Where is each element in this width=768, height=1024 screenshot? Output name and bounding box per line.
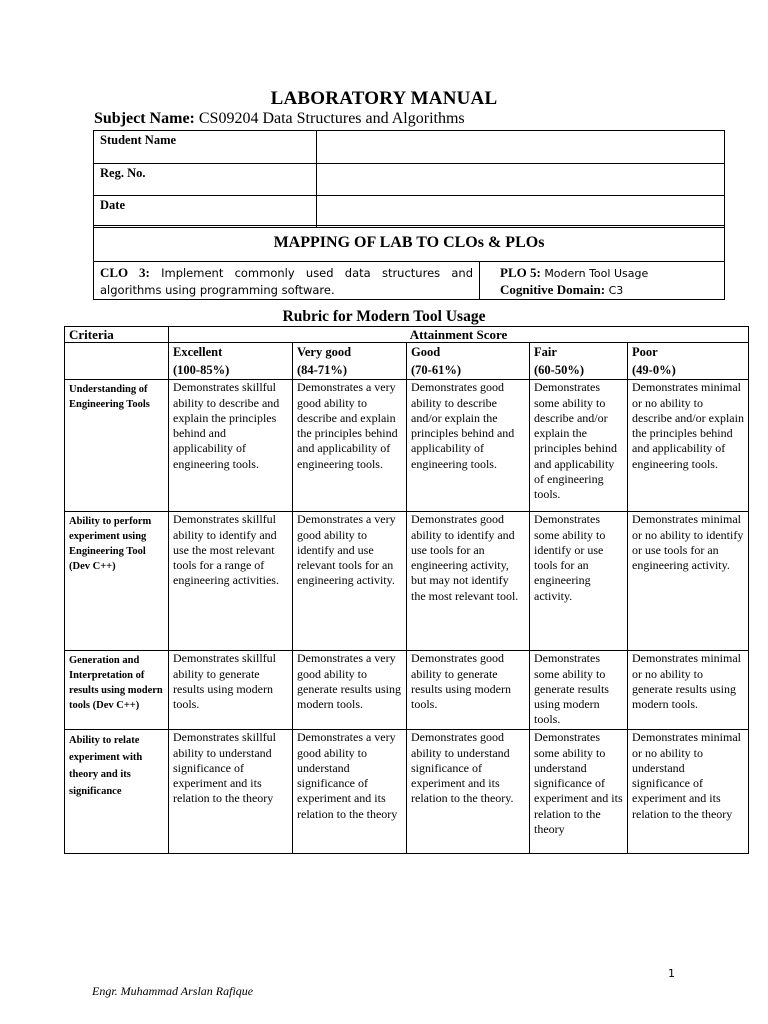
empty-cell [65, 343, 169, 380]
criterion-cell: Understanding of Engineering Tools [65, 380, 169, 512]
student-info-table [93, 130, 725, 228]
page-number: 1 [668, 967, 675, 980]
rubric-cell: Demonstrates minimal or no ability to generate results using modern tools. [628, 651, 749, 730]
reg-no-field[interactable] [317, 164, 725, 196]
table-row [65, 380, 749, 512]
table-row [65, 651, 749, 730]
table-row [94, 131, 725, 164]
rubric-cell: Demonstrates good ability to identify and use tools for an engineering activity, but may not identify the most relevant tool. [407, 512, 530, 651]
rubric-table [64, 326, 749, 854]
attainment-header: Attainment Score [169, 327, 749, 343]
rubric-cell: Demonstrates some ability to generate results using modern tools. [530, 651, 628, 730]
date-label: Date [94, 196, 317, 228]
clo-label: CLO 3: [100, 265, 150, 280]
footer-author: Engr. Muhammad Arslan Rafique [92, 984, 254, 998]
plo-text: Modern Tool Usage [544, 267, 649, 280]
plo-label: PLO 5: [500, 265, 541, 280]
rubric-cell: Demonstrates a very good ability to generate results using modern tools. [293, 651, 407, 730]
criteria-header: Criteria [65, 327, 169, 343]
level-header: Very good (84-71%) [293, 343, 407, 380]
rubric-cell: Demonstrates a very good ability to understand significance of experiment and its relation to the theory [293, 730, 407, 854]
table-row [65, 730, 749, 854]
mapping-box [93, 225, 725, 300]
plo-cell [480, 262, 724, 300]
student-name-label: Student Name [94, 131, 317, 164]
table-row [65, 343, 749, 380]
rubric-cell: Demonstrates skillful ability to identify and use the most relevant tools for a range of engineering activities. [169, 512, 293, 651]
table-row [65, 327, 749, 343]
mapping-row [94, 261, 724, 300]
rubric-cell: Demonstrates a very good ability to describe and explain the principles behind and applicability of engineering tools. [293, 380, 407, 512]
subject-label: Subject Name: [94, 110, 195, 127]
domain-line [500, 282, 718, 299]
criterion-cell: Ability to perform experiment using Engineering Tool (Dev C++) [65, 512, 169, 651]
level-header: Poor (49-0%) [628, 343, 749, 380]
date-field[interactable] [317, 196, 725, 228]
rubric-cell: Demonstrates good ability to describe and/or explain the principles behind and applicability of engineering tools. [407, 380, 530, 512]
rubric-cell: Demonstrates minimal or no ability to understand significance of experiment and its relation to the theory [628, 730, 749, 854]
rubric-cell: Demonstrates skillful ability to understand significance of experiment and its relation to the theory [169, 730, 293, 854]
rubric-title: Rubric for Modern Tool Usage [282, 308, 486, 325]
domain-value: C3 [608, 284, 624, 297]
criterion-cell: Generation and Interpretation of results using modern tools (Dev C++) [65, 651, 169, 730]
rubric-cell: Demonstrates good ability to generate results using modern tools. [407, 651, 530, 730]
rubric-cell: Demonstrates some ability to describe and/or explain the principles behind and applicability of engineering tools. [530, 380, 628, 512]
level-header: Excellent (100-85%) [169, 343, 293, 380]
level-header: Fair (60-50%) [530, 343, 628, 380]
subject-line [94, 110, 465, 128]
page-title: LABORATORY MANUAL [270, 88, 498, 109]
table-row [94, 196, 725, 228]
reg-no-label: Reg. No. [94, 164, 317, 196]
rubric-cell: Demonstrates a very good ability to identify and use relevant tools for an engineering activity. [293, 512, 407, 651]
rubric-cell: Demonstrates skillful ability to describe and explain the principles behind and applicability of engineering tools. [169, 380, 293, 512]
table-row [65, 512, 749, 651]
rubric-cell: Demonstrates skillful ability to generate results using modern tools. [169, 651, 293, 730]
clo-text: Implement commonly used data structures and algorithms using programming software. [100, 266, 474, 297]
mapping-heading: MAPPING OF LAB TO CLOs & PLOs [273, 234, 545, 251]
table-row [94, 164, 725, 196]
student-name-field[interactable] [317, 131, 725, 164]
level-header: Good (70-61%) [407, 343, 530, 380]
plo-line [500, 265, 718, 282]
rubric-cell: Demonstrates good ability to understand significance of experiment and its relation to the theory. [407, 730, 530, 854]
domain-label: Cognitive Domain: [500, 282, 606, 297]
rubric-cell: Demonstrates minimal or no ability to describe and/or explain the principles behind and applicability of engineering tools. [628, 380, 749, 512]
clo-cell [94, 262, 480, 300]
subject-value: CS09204 Data Structures and Algorithms [198, 110, 465, 127]
rubric-cell: Demonstrates minimal or no ability to identify or use tools for an engineering activity. [628, 512, 749, 651]
criterion-cell: Ability to relate experiment with theory and its significance [65, 730, 169, 854]
rubric-cell: Demonstrates some ability to identify or use tools for an engineering activity. [530, 512, 628, 651]
rubric-cell: Demonstrates some ability to understand significance of experiment and its relation to the theory [530, 730, 628, 854]
